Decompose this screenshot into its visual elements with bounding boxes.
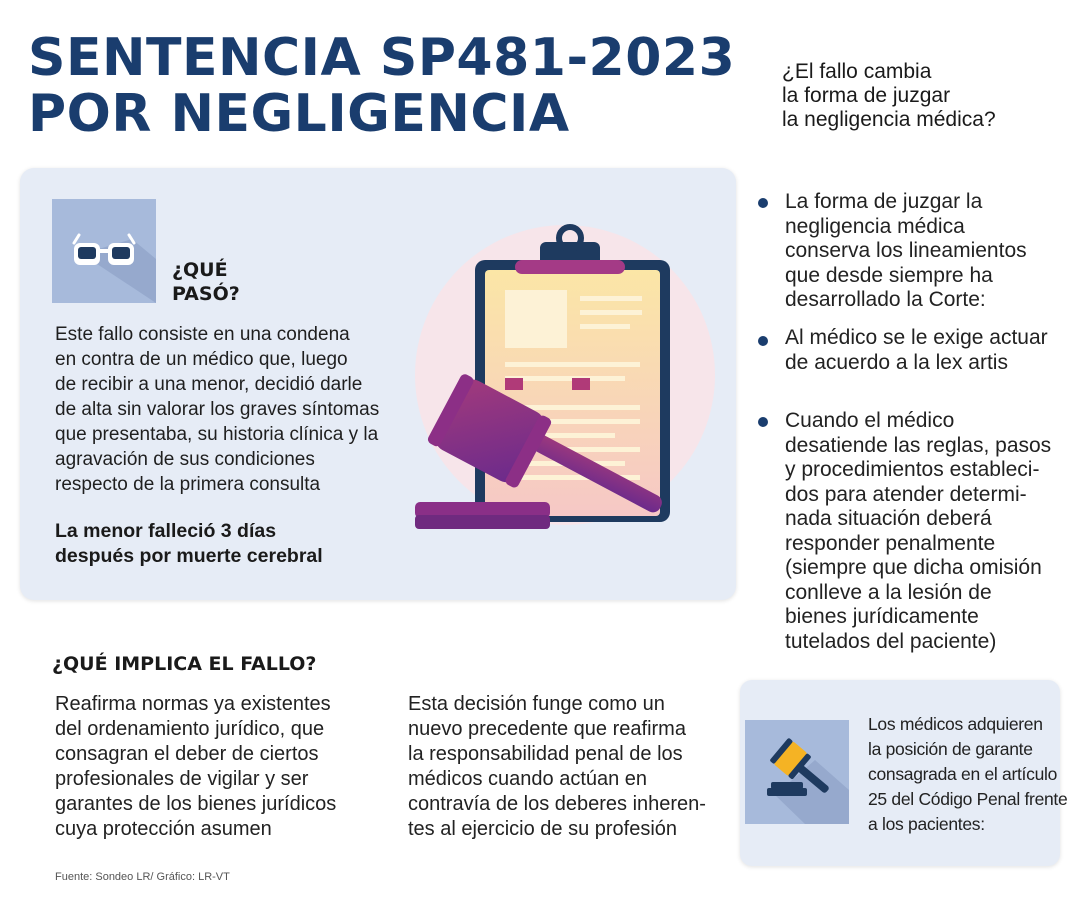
- question-line-2: la forma de juzgar: [782, 84, 951, 107]
- column-line: consagran el deber de ciertos: [55, 743, 319, 765]
- title-line-1: SENTENCIA SP481-2023: [28, 28, 736, 88]
- garante-text: [868, 712, 1068, 837]
- implica-left-column: [55, 692, 385, 842]
- garante-line: consagrada en el artículo: [868, 764, 1058, 784]
- que-paso-heading: [172, 258, 292, 306]
- column-line: tes al ejercicio de su profesión: [408, 818, 678, 840]
- bullet-line: tutelados del paciente): [785, 629, 997, 653]
- implica-heading: ¿QUÉ IMPLICA EL FALLO?: [52, 653, 317, 675]
- bullet-text: [785, 190, 1075, 313]
- que-paso-bold-statement: [55, 519, 420, 569]
- title-line-2: POR NEGLIGENCIA: [28, 84, 570, 144]
- bullet-line: (siempre que dicha omisión: [785, 556, 1042, 579]
- bullet-line: desatiende las reglas, pasos: [785, 433, 1052, 457]
- bullet-line: bienes jurídicamente: [785, 605, 979, 628]
- column-line: la responsabilidad penal de los: [408, 743, 683, 765]
- garante-line: a los pacientes:: [868, 814, 985, 834]
- column-line: Reafirma normas ya existentes: [55, 693, 331, 715]
- paragraph-line: de recibir a una menor, decidió darle: [55, 374, 363, 395]
- paragraph-line: Este fallo consiste en una condena: [55, 324, 350, 345]
- bullet-line: que desde siempre ha: [785, 263, 993, 287]
- garante-line: Los médicos adquieren: [868, 714, 1043, 734]
- bold-line: después por muerte cerebral: [55, 545, 323, 567]
- bullet-line: Cuando el médico: [785, 409, 955, 432]
- que-paso-paragraph: [55, 322, 420, 497]
- paragraph-line: que presentaba, su historia clínica y la: [55, 424, 379, 445]
- column-line: cuya protección asumen: [55, 818, 272, 840]
- paragraph-line: en contra de un médico que, luego: [55, 349, 348, 370]
- page-title: [28, 28, 736, 144]
- garante-line: la posición de garante: [868, 739, 1033, 759]
- bullet-text: [785, 409, 1075, 654]
- bullet-line: dos para atender determi-: [785, 482, 1027, 506]
- bullet-line: La forma de juzgar la: [785, 190, 983, 213]
- clipboard-gavel-illustration: [405, 220, 715, 550]
- bullet-text: [785, 326, 1075, 375]
- garante-line: 25 del Código Penal frente: [868, 789, 1068, 809]
- glasses-icon: [52, 199, 156, 303]
- question-heading: [782, 60, 1062, 132]
- source-credit: Fuente: Sondeo LR/ Gráfico: LR-VT: [55, 871, 230, 883]
- column-line: nuevo precedente que reafirma: [408, 718, 686, 740]
- que-paso-line-1: ¿QUÉ: [172, 259, 228, 281]
- bold-line: La menor falleció 3 días: [55, 520, 277, 542]
- column-line: garantes de los bienes jurídicos: [55, 793, 337, 815]
- column-line: Esta decisión funge como un: [408, 693, 665, 715]
- bullet-dot: [758, 336, 768, 346]
- bullet-line: nada situación deberá: [785, 507, 992, 530]
- gavel-icon: [745, 720, 849, 824]
- column-line: contravía de los deberes inheren-: [408, 793, 706, 815]
- bullet-line: conserva los lineamientos: [785, 239, 1027, 262]
- bullet-line: y procedimientos estableci-: [785, 458, 1040, 481]
- bullet-dot: [758, 417, 768, 427]
- que-paso-line-2: PASÓ?: [172, 283, 240, 305]
- bullet-line: responder penalmente: [785, 531, 996, 555]
- bullet-line: Al médico se le exige actuar: [785, 326, 1048, 349]
- paragraph-line: de alta sin valorar los graves síntomas: [55, 399, 380, 420]
- column-line: médicos cuando actúan en: [408, 768, 648, 790]
- question-line-1: ¿El fallo cambia: [782, 60, 932, 83]
- question-line-3: la negligencia médica?: [782, 108, 996, 131]
- bullet-line: negligencia médica: [785, 214, 965, 238]
- paragraph-line: agravación de sus condiciones: [55, 449, 315, 470]
- column-line: profesionales de vigilar y ser: [55, 768, 309, 790]
- column-line: del ordenamiento jurídico, que: [55, 718, 325, 740]
- bullet-dot: [758, 198, 768, 208]
- implica-right-column: [408, 692, 738, 842]
- paragraph-line: respecto de la primera consulta: [55, 474, 321, 495]
- bullet-line: desarrollado la Corte:: [785, 288, 986, 311]
- bullet-line: de acuerdo a la lex artis: [785, 350, 1008, 374]
- bullet-line: conlleve a la lesión de: [785, 580, 992, 604]
